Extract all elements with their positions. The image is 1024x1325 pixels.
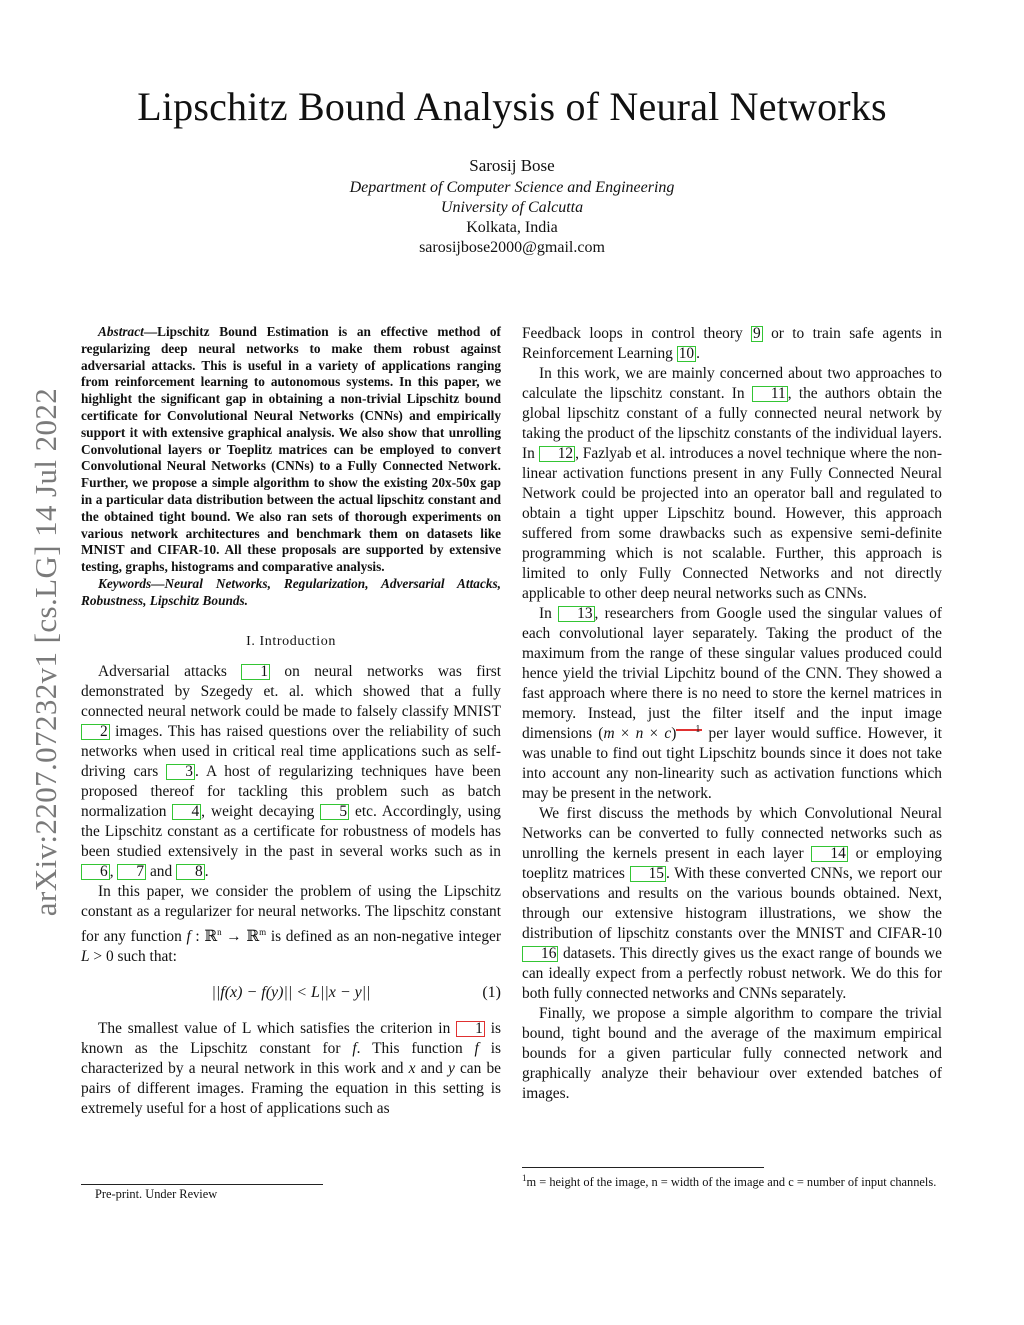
citation-link[interactable]: 9 <box>753 325 761 342</box>
citation-link[interactable]: 11 <box>752 386 788 402</box>
footnote-rule-right <box>522 1167 764 1168</box>
citation-link[interactable]: 4 <box>172 804 201 820</box>
arxiv-sidebar <box>28 367 64 937</box>
intro-paragraph-1: Adversarial attacks 1 on neural networks was first demonstrated by Szegedy et. al. which showed that a fully connected neural network could be made to falsely classify MNIST 2 images. This has raised questions over the reliability of such networks when used in critical real time applications such as self-driving cars 3 . A host of regularizing techniques have been proposed thereof for tackling this problem such as batch normalization 4 , weight decaying 5 etc. Accordingly, using the Lipschitz constant as a certificate for robustness of models has been studied extensively in the past in several works such as in 6 , 7 and 8 . <box>81 662 502 880</box>
citation-link[interactable]: 2 <box>81 724 110 740</box>
equation-reference-link[interactable]: 1 <box>456 1021 485 1037</box>
intro-paragraph-2: In this paper, we consider the problem of using the Lipschitz constant as a regularizer for neural networks. The lipschitz constant for any function f : ℝ$^n$ → ℝ$^m$ is defined as an non-negative integer L > 0 such that: <box>81 882 501 965</box>
footnote-preprint: Pre-print. Under Review <box>95 1187 218 1201</box>
citation-link[interactable]: 14 <box>811 846 847 862</box>
footnote-number: 1 <box>522 1173 527 1183</box>
abstract-text: —Lipschitz Bound Estimation is an effective method of regularizing deep neural networks to make them robust against adversarial attacks. This is useful in a variety of applications ranging from reinforcement learning to autonomous systems. In this paper, we highlight the significant gap in obtaining a non-trivial Lipschitz bound certificate for Convolutional Neural Networks (CNNs) and empirically support it with extensive graphical analysis. We also show that unrolling Convolutional layers or Toeplitz matrices can be employed to convert Convolutional Neural Networks (CNNs) to a Fully Connected Network. Further, we propose a simple algorithm to show the existing 20x-50x gap in a particular data distribution between the actual lipschitz constant and the obtained tight bound. We also ran sets of thorough experiments on various network architectures and benchmark them on datasets like MNIST and CIFAR-10. All these proposals are supported by extensive testing, graphs, histograms and comparative analysis. <box>81 324 501 575</box>
footnote-dimensions <box>522 1171 942 1190</box>
equation-number: (1) <box>482 983 501 1001</box>
citation-link[interactable]: 16 <box>522 946 558 962</box>
intro-paragraph-6: In 13 , researchers from Google used the singular values of each convolutional layer separately. Taking the product of the maximum from the range of these singular values produced could hence yield the trivial Lipchitz bound of the CNN. They showed a fast approach where there is no need to store the kernel matrices in memory. Instead, just the filter itself and the input image dimensions (m × n × c) 1 per layer would suffice. However, it was unable to find out tight Lipschitz bounds since it does not take into account any non-linearity such as activation functions which may be present in the network. <box>522 605 943 802</box>
citation-link[interactable]: 7 <box>117 864 146 880</box>
intro-paragraph-4: Feedback loops in control theory 9 or to train safe agents in Reinforcement Learning 10 . <box>522 325 942 362</box>
section-heading-introduction: I. Introduction <box>246 633 336 649</box>
citation-link[interactable]: 1 <box>241 664 270 680</box>
author-location: Kolkata, India <box>466 219 558 236</box>
intro-paragraph-3: The smallest value of L which satisfies the criterion in 1 is known as the Lipschitz constant for f. This function f is characterized by a neural network in this work and x and y can be pairs of different images. Framing the equation in this setting is extremely useful for a host of applications such as <box>81 1019 501 1117</box>
citation-link[interactable]: 5 <box>320 804 349 820</box>
footnote-rule-left <box>81 1184 323 1185</box>
author-department: Department of Computer Science and Engineering <box>349 179 675 196</box>
citation-link[interactable]: 3 <box>166 764 195 780</box>
footnote-marker-link[interactable]: 1 <box>676 729 702 731</box>
equation-1 <box>81 983 501 1005</box>
citation-link[interactable]: 8 <box>176 864 205 880</box>
abstract <box>81 324 501 576</box>
footnote-text: m = height of the image, n = width of the image and c = number of input channels. <box>526 1175 937 1190</box>
equation-expression: ||f(x) − f(y)|| < L||x − y|| <box>211 983 371 1001</box>
arxiv-identifier: arXiv:2207.07232v1 [cs.LG] 14 Jul 2022 <box>28 387 63 917</box>
right-column <box>522 324 942 1104</box>
citation-link[interactable]: 6 <box>81 864 110 880</box>
citation-link[interactable]: 15 <box>630 866 666 882</box>
intro-paragraph-8: Finally, we propose a simple algorithm to compare the trivial bound, tight bound and the average of the maximum empirical bounds for a given particular fully connected network and graphically analyze their behaviour over extended batches of images. <box>522 1005 942 1102</box>
intro-paragraph-7: We first discuss the methods by which Convolutional Neural Networks can be converted to fully connected networks such as unrolling the kernels present in each layer 14 or employing toeplitz matrices 15 . With these converted CNNs, we report our observations and results on the various bounds obtained. Next, through our extensive histogram illustrations, we show the distribution of lipschitz constants over the MNIST and CIFAR-10 16 datasets. This directly gives us the exact range of bounds we can ideally expect from a perfectly robust network. We do this for both fully connected networks and CNNs separately. <box>522 805 942 1002</box>
author-block <box>0 156 1024 258</box>
abstract-label: Abstract <box>98 324 144 339</box>
author-email: sarosijbose2000@gmail.com <box>419 239 605 256</box>
keywords: Keywords—Neural Networks, Regularization, Adversarial Attacks, Robustness, Lipschitz Bounds. <box>81 575 501 608</box>
citation-link[interactable]: 12 <box>539 446 575 462</box>
intro-paragraph-5: In this work, we are mainly concerned about two approaches to calculate the lipschitz constant. In 11 , the authors obtain the global lipschitz constant of a fully connected neural network by taking the product of the lipschitz constants of the individual layers. In 12 , Fazlyab et al. introduces a novel technique where the non-linear activation functions present in any Fully Connected Neural Network could be projected into an operator ball and regulated to obtain a tight upper Lipschitz bound. However, this approach suffered from some drawbacks such as expensive semi-definite programming which is not scalable. Further, this approach is limited to only Fully Connected Networks and not directly applicable to other deep neural networks such as CNNs. <box>522 365 942 602</box>
paper-title: Lipschitz Bound Analysis of Neural Networks <box>137 84 887 129</box>
author-university: University of Calcutta <box>440 199 584 216</box>
citation-link[interactable]: 13 <box>558 606 594 622</box>
left-column <box>81 324 501 1119</box>
citation-link[interactable]: 10 <box>678 345 695 362</box>
author-name: Sarosij Bose <box>469 156 555 175</box>
